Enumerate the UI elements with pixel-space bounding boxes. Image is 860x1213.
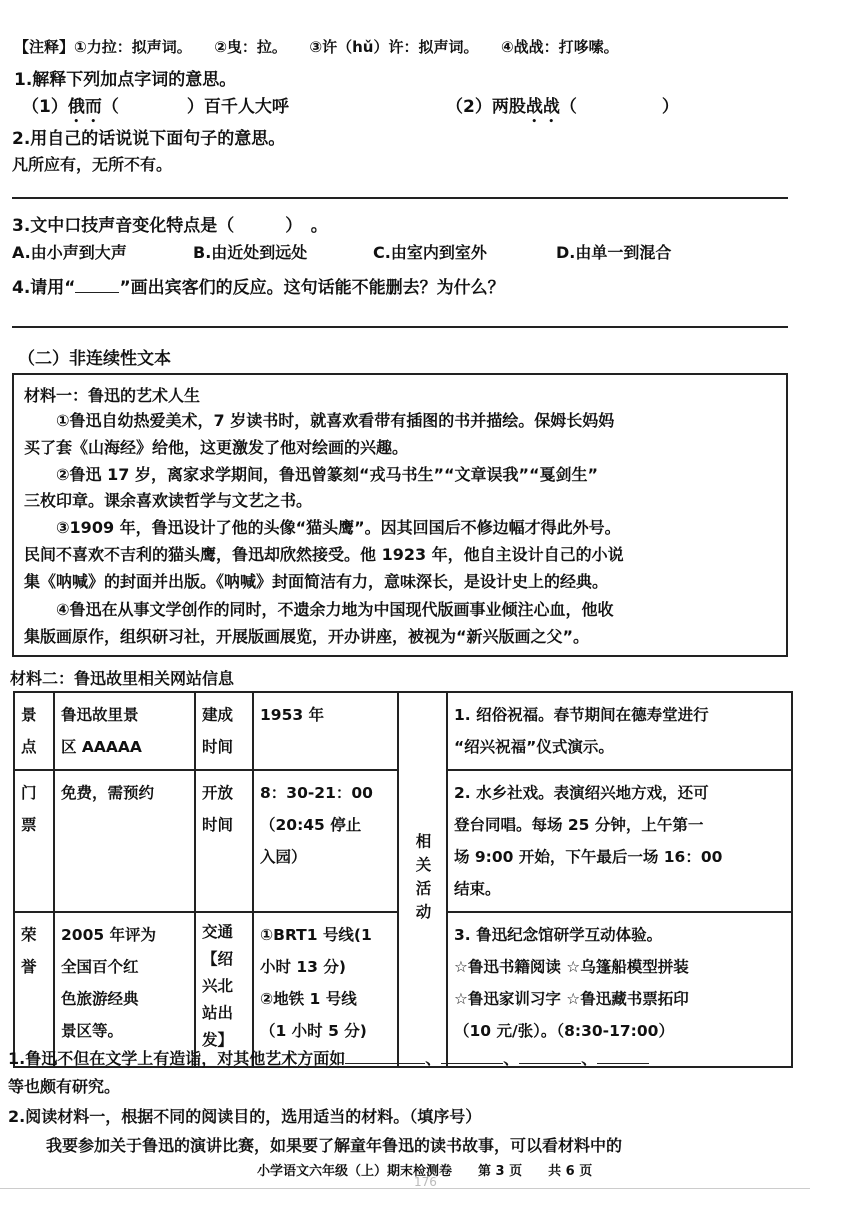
page-number: 176 <box>414 1175 437 1189</box>
table-cell <box>14 770 54 912</box>
material-1-line: 三枚印章。课余喜欢读哲学与文艺之书。 <box>24 491 313 510</box>
table-cell <box>195 912 253 1067</box>
q3-option-b: B.由近处到远处 <box>193 243 308 262</box>
cell-line: 交通 <box>202 923 234 941</box>
table-cell <box>195 692 253 770</box>
q1a-blank: （ ）百千人大呼 <box>101 97 289 117</box>
cell-line: 景区等。 <box>61 1022 124 1040</box>
row-label: 荣誉 <box>21 926 37 976</box>
cell-line: 站出 <box>202 1004 234 1022</box>
info-table <box>13 691 793 1068</box>
cell-line: ☆鲁迅书籍阅读 ☆乌篷船模型拼装 <box>454 958 689 976</box>
bottom-question-2-line: 我要参加关于鲁迅的演讲比赛，如果要了解童年鲁迅的读书故事，可以看材料中的 <box>46 1136 623 1155</box>
table-cell <box>253 692 398 770</box>
bq1-sep: 、 <box>425 1049 442 1068</box>
table-cell <box>447 692 792 770</box>
cell-line: （20:45 停止 <box>260 816 362 834</box>
q3-option-d: D.由单一到混合 <box>556 243 672 262</box>
bottom-question-2: 2.阅读材料一，根据不同的阅读目的，选用适当的材料。（填序号） <box>8 1107 482 1126</box>
cell-line: 2. 水乡社戏。表演绍兴地方戏，还可 <box>454 784 709 802</box>
table-cell <box>447 770 792 912</box>
notes-line: 【注释】①力拉：拟声词。 ②曳：拉。 ③许（hǔ）许：拟声词。 ④战战：打哆嗦。 <box>14 38 619 56</box>
q4-text-b: ”画出宾客们的反应。这句话能不能删去？为什么？ <box>119 278 505 298</box>
table-cell <box>253 912 398 1067</box>
bottom-question-1-end: 等也颇有研究。 <box>8 1077 121 1096</box>
cell-line: 建成 <box>202 706 234 724</box>
cell-line: 发】 <box>202 1031 234 1049</box>
answer-line-q2 <box>12 197 788 199</box>
activity-label: 相关活动 <box>413 832 432 927</box>
table-cell <box>54 912 195 1067</box>
cell-line: 时间 <box>202 738 234 756</box>
bottom-question-1 <box>8 1046 649 1069</box>
answer-line-q4 <box>12 326 788 328</box>
cell-line: 色旅游经典 <box>61 990 139 1008</box>
bottom-divider <box>0 1188 810 1189</box>
table-cell <box>54 692 195 770</box>
cell-line: 1953 年 <box>260 706 325 724</box>
question-1-title: 1.解释下列加点字词的意思。 <box>14 70 237 90</box>
question-1a <box>22 92 289 127</box>
table-cell <box>14 692 54 770</box>
table-cell <box>54 770 195 912</box>
material-1-line: ①鲁迅自幼热爱美术，7 岁读书时，就喜欢看带有插图的书并描绘。保姆长妈妈 <box>56 411 615 430</box>
material-1-line: 买了套《山海经》给他，这更激发了他对绘画的兴趣。 <box>24 438 409 457</box>
material-1-line: ②鲁迅 17 岁，离家求学期间，鲁迅曾篆刻“戎马书生”“文章误我”“戛剑生” <box>56 465 599 484</box>
q1b-dotted-word: 战战 <box>525 97 560 117</box>
table-cell <box>253 770 398 912</box>
question-2-sentence: 凡所应有，无所不有。 <box>12 155 173 174</box>
answer-blank <box>345 1049 425 1064</box>
q3-option-a: A.由小声到大声 <box>12 243 127 262</box>
cell-line: （1 小时 5 分) <box>260 1022 367 1040</box>
cell-line: 入园） <box>260 848 307 866</box>
material-1-title: 材料一：鲁迅的艺术人生 <box>24 386 201 405</box>
material-1-line: ④鲁迅在从事文学创作的同时，不遗余力地为中国现代版画事业倾注心血，他收 <box>56 600 614 619</box>
answer-blank <box>597 1049 649 1064</box>
cell-line: 兴北 <box>202 977 234 995</box>
cell-line: （10 元/张）。（8:30-17:00） <box>454 1022 674 1040</box>
cell-line: 全国百个红 <box>61 958 139 976</box>
cell-line: 开放 <box>202 784 234 802</box>
cell-line: 小时 13 分) <box>260 958 346 976</box>
material-1-line: 民间不喜欢不吉利的猫头鹰，鲁迅却欣然接受。他 1923 年，他自主设计自己的小说 <box>24 545 624 564</box>
table-cell <box>14 912 54 1067</box>
cell-line: 8：30-21：00 <box>260 784 373 802</box>
cell-line: 2005 年评为 <box>61 926 157 944</box>
q4-underline-sample <box>75 278 119 293</box>
cell-line: “绍兴祝福”仪式演示。 <box>454 738 614 756</box>
row-label: 门票 <box>21 784 37 834</box>
q1a-dotted-word: 俄而 <box>67 97 102 117</box>
section-2-title: （二）非连续性文本 <box>18 349 171 369</box>
question-2-title: 2.用自己的话说说下面句子的意思。 <box>12 129 286 149</box>
table-cell <box>447 912 792 1067</box>
table-row <box>14 692 792 770</box>
cell-line: 结束。 <box>454 880 501 898</box>
table-cell <box>195 770 253 912</box>
material-1-line: 集版画原作，组织研习社，开展版画展览，开办讲座，被视为“新兴版画之父”。 <box>24 627 590 646</box>
answer-blank <box>441 1049 503 1064</box>
answer-blank <box>519 1049 581 1064</box>
cell-line: 场 9:00 开始，下午最后一场 16：00 <box>454 848 723 866</box>
q1b-prefix: （2）两股 <box>446 97 526 117</box>
cell-line: ☆鲁迅家训习字 ☆鲁迅藏书票拓印 <box>454 990 689 1008</box>
cell-line: ②地铁 1 号线 <box>260 990 357 1008</box>
cell-line: 3. 鲁迅纪念馆研学互动体验。 <box>454 926 663 944</box>
q1a-prefix: （1） <box>22 97 68 117</box>
bq1-text-a: 1.鲁迅不但在文学上有造诣，对其他艺术方面如 <box>8 1049 346 1068</box>
bq1-sep: 、 <box>503 1049 520 1068</box>
q4-text-a: 4.请用“ <box>12 278 76 298</box>
cell-line: 区 AAAAA <box>61 738 142 756</box>
cell-line: 【绍 <box>202 950 234 968</box>
material-1-line: ③1909 年，鲁迅设计了他的头像“猫头鹰”。因其回国后不修边幅才得此外号。 <box>56 518 621 537</box>
material-1-line: 集《呐喊》的封面并出版。《呐喊》封面简洁有力，意味深长，是设计史上的经典。 <box>24 572 609 591</box>
cell-line: 登台同唱。每场 25 分钟，上午第一 <box>454 816 704 834</box>
material-2-title: 材料二：鲁迅故里相关网站信息 <box>10 669 235 688</box>
row-label: 景点 <box>21 706 37 756</box>
q1b-blank: （ ） <box>559 97 679 117</box>
cell-line: 免费，需预约 <box>61 784 155 802</box>
question-4-title <box>12 273 505 298</box>
page-footer: 小学语文六年级（上）期末检测卷 第 3 页 共 6 页 <box>257 1164 593 1179</box>
cell-line: ①BRT1 号线(1 <box>260 926 372 944</box>
bq1-sep: 、 <box>581 1049 598 1068</box>
cell-line: 鲁迅故里景 <box>61 706 139 724</box>
question-3-title: 3.文中口技声音变化特点是（ ） 。 <box>12 216 328 236</box>
cell-line: 时间 <box>202 816 234 834</box>
cell-line: 1. 绍俗祝福。春节期间在德寿堂进行 <box>454 706 709 724</box>
question-1b <box>446 92 679 127</box>
activity-label-cell <box>398 692 447 1067</box>
q3-option-c: C.由室内到室外 <box>373 243 487 262</box>
